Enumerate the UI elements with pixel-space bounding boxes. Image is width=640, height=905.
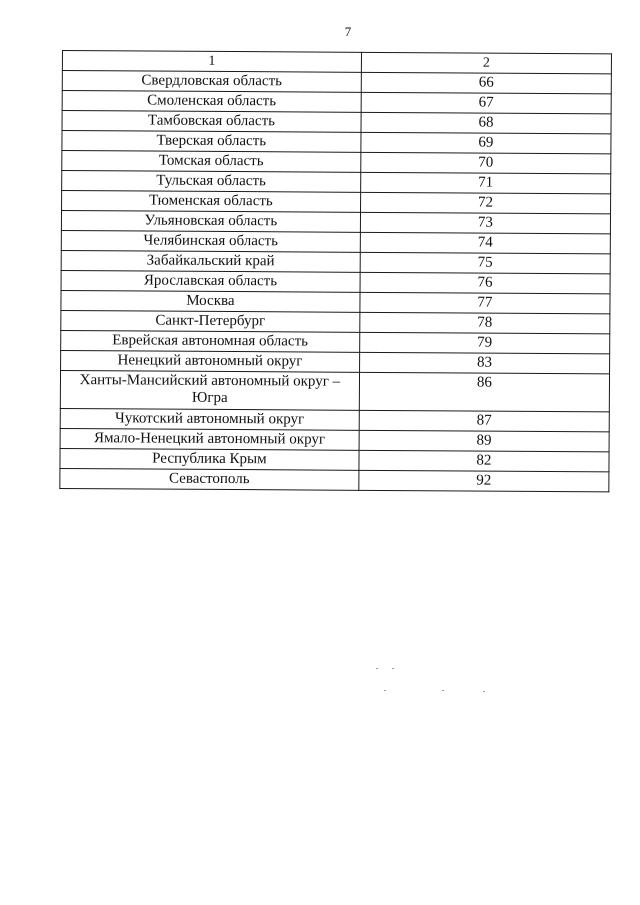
region-name-cell: Забайкальский край <box>61 250 360 272</box>
region-code-cell: 76 <box>360 272 610 294</box>
region-code-cell: 73 <box>360 212 610 234</box>
scan-speck <box>384 690 386 691</box>
region-code-cell: 75 <box>360 252 610 274</box>
region-name-cell: Чукотский автономный округ <box>60 408 359 430</box>
scan-speck <box>442 690 444 691</box>
region-code-cell: 69 <box>361 132 611 154</box>
region-code-cell: 66 <box>361 72 611 94</box>
region-name-cell: Смоленская область <box>62 91 361 113</box>
page-number: 7 <box>344 24 352 39</box>
scan-speck <box>483 691 485 692</box>
region-code-cell: 77 <box>360 292 610 314</box>
table-row <box>60 370 609 411</box>
region-code-cell: 74 <box>360 232 610 254</box>
region-name-cell: Ярославская область <box>61 270 360 292</box>
column-header-2: 2 <box>361 52 611 74</box>
region-name-cell: Севастополь <box>60 468 359 490</box>
region-name-cell <box>60 370 359 410</box>
region-name-cell: Еврейская автономная область <box>61 330 360 352</box>
region-code-cell: 87 <box>359 410 609 432</box>
region-code-cell: 67 <box>361 92 611 114</box>
region-code-cell: 72 <box>360 192 610 214</box>
region-name-cell: Ульяновская область <box>61 211 360 233</box>
scan-speck <box>376 668 378 669</box>
table-row <box>60 468 609 491</box>
region-name-cell: Томская область <box>62 151 361 173</box>
region-name-cell: Москва <box>61 290 360 312</box>
region-code-table <box>59 50 612 492</box>
region-code-cell: 83 <box>359 352 609 374</box>
region-name-cell: Челябинская область <box>61 230 360 252</box>
region-name-line-1: Ханты-Мансийский автономный округ – <box>79 372 341 390</box>
region-code-cell: 70 <box>361 152 611 174</box>
column-header-1: 1 <box>62 51 361 73</box>
region-name-cell: Ямало-Ненецкий автономный округ <box>60 428 359 450</box>
region-name-cell: Тамбовская область <box>62 111 361 133</box>
region-code-cell: 71 <box>360 172 610 194</box>
region-code-cell: 86 <box>359 372 609 412</box>
region-name-cell: Тверская область <box>62 131 361 153</box>
region-code-cell: 89 <box>359 430 609 452</box>
region-name-cell: Ненецкий автономный округ <box>61 350 360 372</box>
region-name-line-2: Югра <box>191 389 228 407</box>
region-name-cell: Санкт-Петербург <box>61 310 360 332</box>
region-code-cell: 68 <box>361 112 611 134</box>
region-code-cell: 82 <box>359 450 609 472</box>
region-code-cell: 79 <box>359 332 609 354</box>
scan-speck <box>392 668 394 669</box>
region-name-cell: Тульская область <box>62 171 361 193</box>
region-name-cell: Республика Крым <box>60 448 359 470</box>
region-code-cell: 78 <box>360 312 610 334</box>
region-name-cell: Свердловская область <box>62 71 361 93</box>
region-name-cell: Тюменская область <box>62 191 361 213</box>
region-code-cell: 92 <box>359 470 609 492</box>
